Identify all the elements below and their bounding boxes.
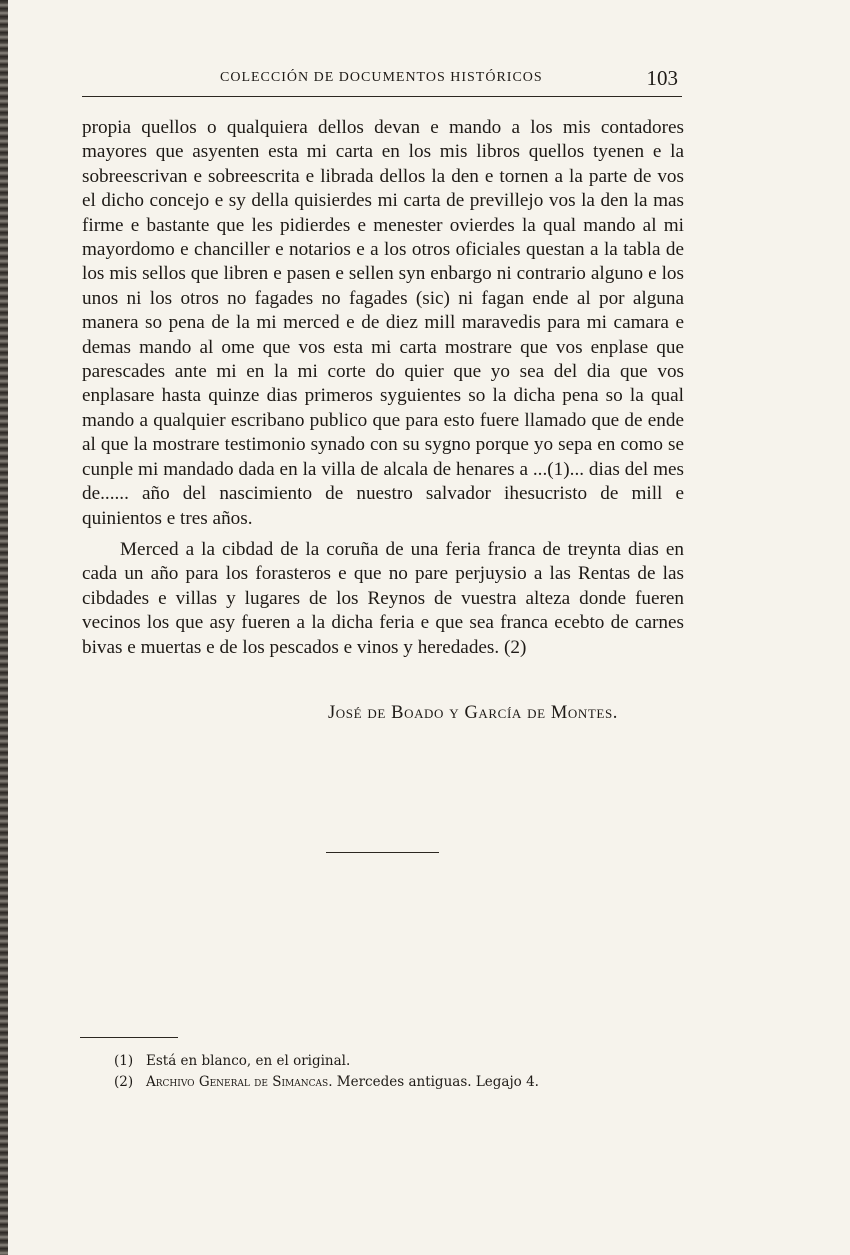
footnote-2 bbox=[114, 1072, 674, 1093]
footnote-archive-name: Archivo General de Simancas. bbox=[146, 1074, 333, 1090]
footnote-text: Está en blanco, en el original. bbox=[146, 1053, 351, 1069]
page-binding-edge bbox=[0, 0, 8, 1255]
footnote-rule bbox=[80, 1037, 178, 1038]
footnote-text: Mercedes antiguas. Legajo 4. bbox=[336, 1074, 539, 1090]
footnotes bbox=[114, 1051, 674, 1093]
footnote-1 bbox=[114, 1051, 674, 1072]
body-paragraph-2: Merced a la cibdad de la coruña de una feria franca de treynta dias en cada un año para los forasteros e que no pare perjuysio a las Rentas de las cibdades e villas y lugares de los Reynos de vuestra alteza donde fueren vecinos los que asy fueren a la dicha feria e que sea franca ecebto de carnes bivas e muertas e de los pescados e vinos y heredades. (2) bbox=[82, 538, 684, 658]
running-head: COLECCIÓN DE DOCUMENTOS HISTÓRICOS bbox=[220, 70, 543, 85]
section-end-rule bbox=[326, 852, 439, 853]
document-body bbox=[82, 116, 684, 660]
footnote-mark: (2) bbox=[114, 1074, 134, 1090]
footnote-mark: (1) bbox=[114, 1053, 134, 1069]
page-number: 103 bbox=[646, 66, 678, 90]
page-header bbox=[82, 66, 682, 97]
author-signature: José de Boado y García de Montes. bbox=[328, 703, 619, 723]
body-paragraph-1: propia quellos o qualquiera dellos devan e mando a los mis contadores mayores que asyenten esta mi carta en los mis libros quellos tyenen e la sobreescrivan e sobreescrita e librada dellos la den e tornen a la parte de vos el dicho concejo e sy della quisierdes mi carta de previllejo vos la den la mas firme e bastante que les pidierdes e menester ovierdes la qual mando al mi mayordomo e chanciller e notarios e a los otros oficiales questan a la tabla de los mis sellos que libren e pasen e sellen syn enbargo ni contrario alguno e los unos ni los otros no fagades no fagades (sic) ni fagan ende al por alguna manera so pena de la mi merced e de diez mill maravedis para mi camara e demas mando al ome que vos esta mi carta mostrare que vos enplase que parescades ante mi en la mi corte do quier que yo sea del dia que vos enplasare hasta quinze dias primeros syguientes so la dicha pena so la qual mando a qualquier escribano publico que para esto fuere llamado que de ende al que la mostrare testimonio synado con su sygno porque yo sepa en como se cunple mi mandado dada en la villa de alcala de henares a ...(1)... dias del mes de...... año del nascimiento de nuestro salvador ihesucristo de mill e quinientos e tres años. bbox=[82, 117, 684, 529]
